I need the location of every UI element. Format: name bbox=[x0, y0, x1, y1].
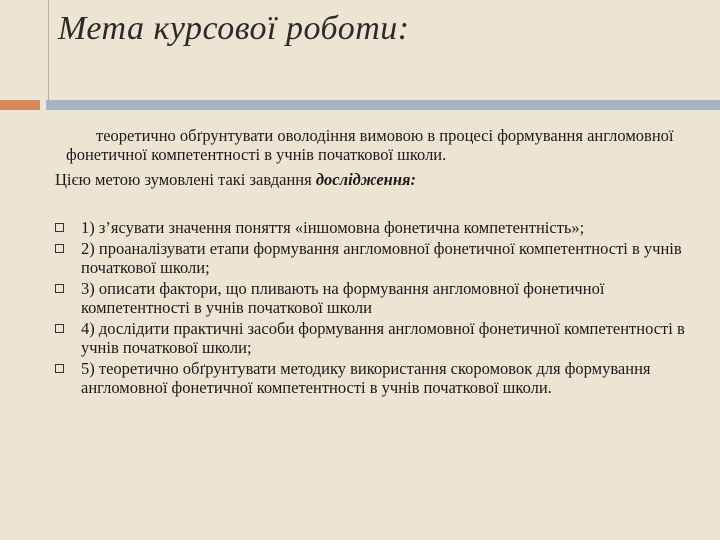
task-text: 5) теоретично обґрунтувати методику використання скоромовок для формування англомовної фонетичної компетентності в учнів початкової школи. bbox=[81, 359, 651, 397]
square-bullet-icon bbox=[55, 284, 64, 293]
task-item bbox=[55, 359, 705, 397]
tasks-intro-emphasis: дослідження: bbox=[315, 170, 416, 189]
title-divider-line bbox=[48, 0, 49, 100]
task-text: 2) проаналізувати етапи формування англомовної фонетичної компетентності в учнів початкової школи; bbox=[81, 239, 682, 277]
square-bullet-icon bbox=[55, 223, 64, 232]
task-list bbox=[55, 218, 705, 399]
goal-paragraph: теоретично обґрунтувати оволодіння вимовою в процесі формування англомовної фонетичної компетентності в учнів початкової школи. bbox=[66, 126, 674, 164]
task-item bbox=[55, 239, 705, 277]
task-item bbox=[55, 279, 705, 317]
task-text: 4) дослідити практичні засоби формування англомовної фонетичної компетентності в учнів початкової школи; bbox=[81, 319, 685, 357]
task-item bbox=[55, 218, 705, 237]
task-text: 1) з’ясувати значення поняття «іншомовна фонетична компетентність»; bbox=[81, 218, 585, 237]
accent-bar-blue bbox=[46, 100, 720, 110]
square-bullet-icon bbox=[55, 364, 64, 373]
tasks-intro bbox=[55, 170, 416, 189]
slide-title: Мета курсової роботи: bbox=[58, 10, 410, 47]
task-item bbox=[55, 319, 705, 357]
square-bullet-icon bbox=[55, 324, 64, 333]
square-bullet-icon bbox=[55, 244, 64, 253]
tasks-intro-text: Цією метою зумовлені такі завдання bbox=[55, 170, 316, 189]
task-text: 3) описати фактори, що пливають на формування англомовної фонетичної компетентності в учнів початкової школи bbox=[81, 279, 605, 317]
accent-bar-orange bbox=[0, 100, 40, 110]
